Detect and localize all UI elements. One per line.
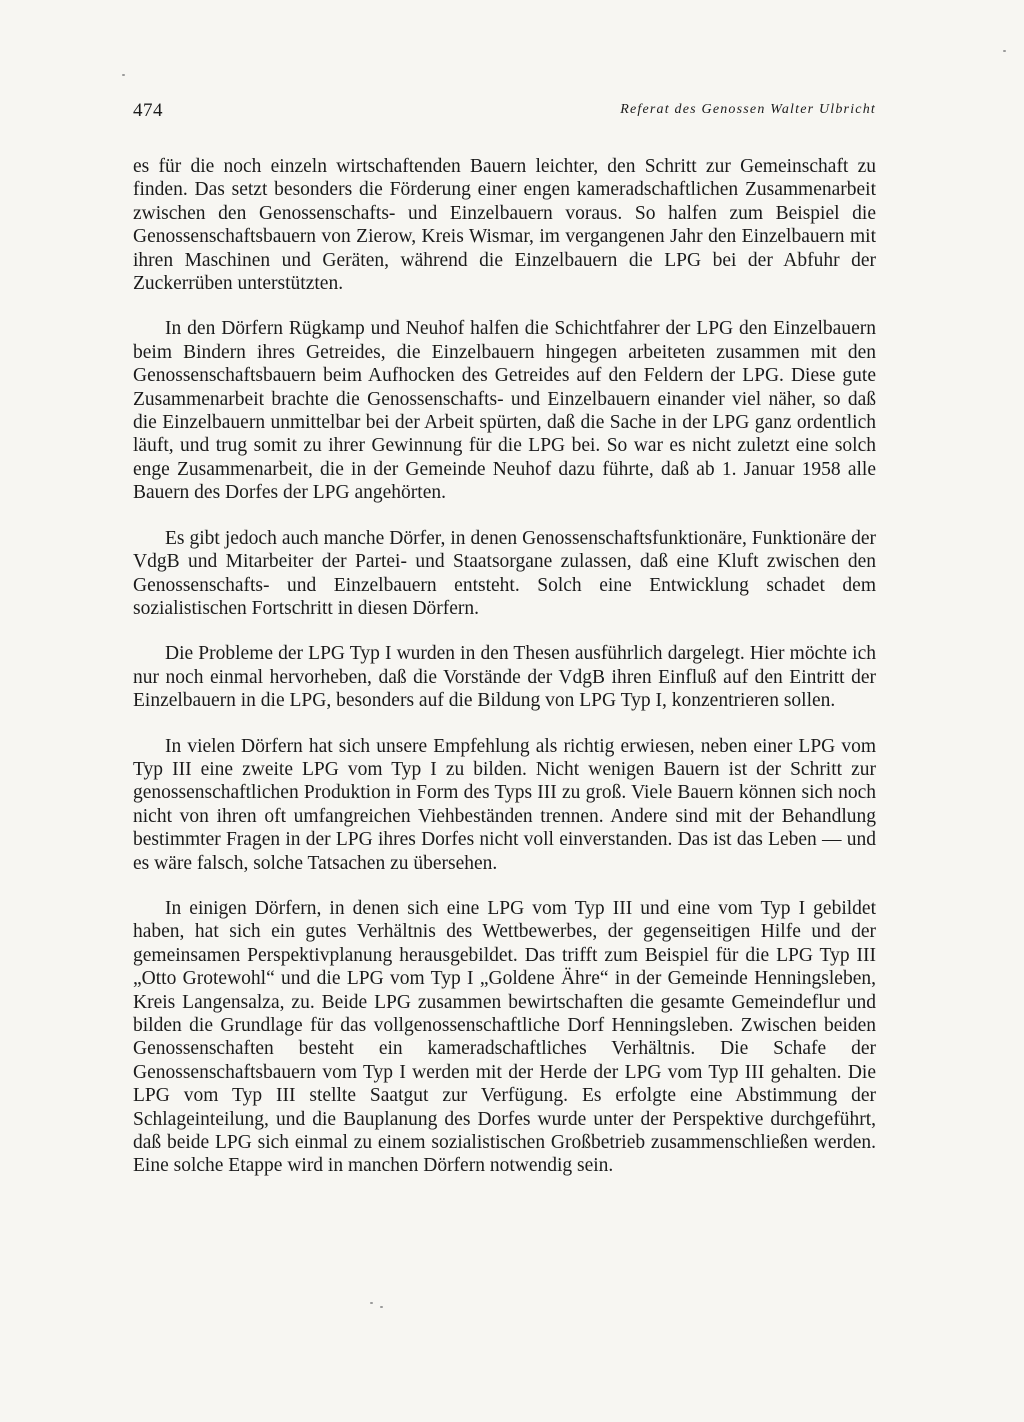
print-speck <box>122 74 125 76</box>
paragraph-6: In einigen Dörfern, in denen sich eine LPG vom Typ III und eine vom Typ I gebildet haben, hat sich ein gutes Verhältnis des Wettbewerbes, der gegenseitigen Hilfe und der gemeinsamen Perspektivplanung herausgebildet. Das trifft zum Beispiel für die LPG Typ III „Otto Grotewohl“ und die LPG vom Typ I „Goldene Ähre“ in der Gemeinde Henningsleben, Kreis Langensalza, zu. Beide LPG zusammen bewirtschaften die gesamte Gemeindeflur und bilden die Grundlage für das vollgenossenschaftliche Dorf Henningsleben. Zwischen beiden Genossenschaften besteht ein kameradschaftliches Verhältnis. Die Schafe der Genossenschaftsbauern vom Typ I werden mit der Herde der LPG vom Typ III gehalten. Die LPG vom Typ III stellte Saatgut zur Verfügung. Es erfolgte eine Abstimmung der Schlageinteilung, und die Bauplanung des Dorfes wurde unter der Perspektive durchgeführt, daß beide LPG sich einmal zu einem sozialistischen Großbetrieb zusammenschließen werden. Eine solche Etappe wird in manchen Dörfern notwendig sein. <box>133 897 876 1177</box>
running-head: Referat des Genossen Walter Ulbricht <box>620 102 876 117</box>
page-number: 474 <box>133 100 163 121</box>
print-speck <box>1003 50 1006 52</box>
paragraph-5: In vielen Dörfern hat sich unsere Empfehlung als richtig erwiesen, neben einer LPG vom Typ III eine zweite LPG vom Typ I zu bilden. Nicht wenigen Bauern ist der Schritt zur genossenschaftlichen Produktion in Form des Typs III zu groß. Viele Bauern können sich noch nicht von ihren oft umfangreichen Viehbeständen trennen. Andere sind mit der Behandlung bestimmter Fragen in der LPG ihres Dorfes nicht voll einverstanden. Das ist das Leben — und es wäre falsch, solche Tatsachen zu übersehen. <box>133 735 876 874</box>
paragraph-4: Die Probleme der LPG Typ I wurden in den Thesen ausführlich dargelegt. Hier möchte ich nur noch einmal hervorheben, daß die Vorstände der VdgB ihren Einfluß auf den Eintritt der Einzelbauern in die LPG, besonders auf die Bildung von LPG Typ I, konzentrieren sollen. <box>133 643 876 712</box>
print-speck <box>370 1302 373 1304</box>
paragraph-1: es für die noch einzeln wirtschaftenden Bauern leichter, den Schritt zur Gemeinschaft zu finden. Das setzt besonders die Förderung einer engen kameradschaftlichen Zusammenarbeit zwischen den Genossenschafts- und Einzelbauern voraus. So halfen zum Beispiel die Genossenschaftsbauern von Zierow, Kreis Wismar, im vergangenen Jahr den Einzelbauern mit ihren Maschinen und Geräten, während die Einzelbauern die LPG bei der Abfuhr der Zuckerrüben unterstützten. <box>133 156 876 295</box>
page-header <box>133 100 876 130</box>
paragraph-3: Es gibt jedoch auch manche Dörfer, in denen Genossenschaftsfunktionäre, Funktionäre der VdgB und Mitarbeiter der Partei- und Staatsorgane zulassen, daß eine Kluft zwischen den Genossenschafts- und Einzelbauern entsteht. Solch eine Entwicklung schadet dem sozialistischen Fortschritt in diesen Dörfern. <box>133 527 876 619</box>
print-speck <box>380 1306 383 1308</box>
body-text <box>133 155 876 1200</box>
paragraph-2: In den Dörfern Rügkamp und Neuhof halfen die Schichtfahrer der LPG den Einzelbauern beim Bindern ihres Getreides, die Einzelbauern hingegen arbeiteten zusammen mit den Genossenschaftsbauern beim Aufhocken des Getreides auf den Feldern der LPG. Diese gute Zusammenarbeit brachte die Genossenschafts- und Einzelbauern einander viel näher, so daß die Einzelbauern unmittelbar bei der Arbeit spürten, daß die Sache in der LPG ganz ordentlich läuft, und trug somit zu ihrer Gewinnung für die LPG bei. So war es nicht zuletzt eine solch enge Zusammenarbeit, die in der Gemeinde Neuhof dazu führte, daß ab 1. Januar 1958 alle Bauern des Dorfes der LPG angehörten. <box>133 318 876 504</box>
